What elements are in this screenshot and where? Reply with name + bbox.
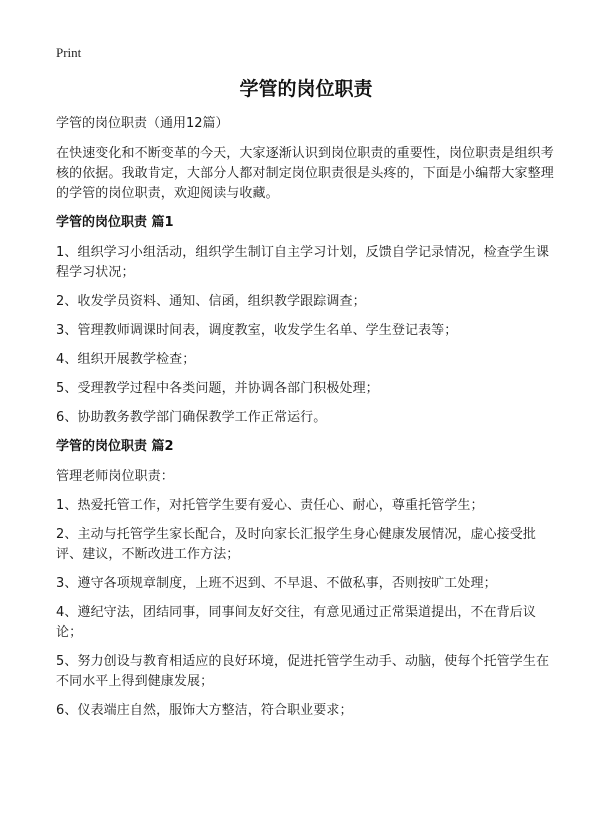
list-item: 2、收发学员资料、通知、信函，组织教学跟踪调查； [56,294,366,309]
section-heading: 学管的岗位职责 篇1 [56,215,174,230]
intro-paragraph: 在快速变化和不断变革的今天，大家逐渐认识到岗位职责的重要性，岗位职责是组织考核的依据。我敢肯定，大部分人都对制定岗位职责很是头疼的，下面是小编帮大家整理的学管的岗位职责，欢迎阅读与收藏。 [56,146,554,201]
list-item: 6、仪表端庄自然，服饰大方整洁，符合职业要求； [56,703,353,718]
list-item: 6、协助教务教学部门确保教学工作正常运行。 [56,410,327,425]
list-item: 5、受理教学过程中各类问题，并协调各部门积极处理； [56,381,379,396]
list-item: 4、组织开展教学检查； [56,352,196,367]
list-item: 1、组织学习小组活动，组织学生制订自主学习计划，反馈自学记录情况，检查学生课程学习状况； [56,245,550,280]
print-label: Print [56,45,82,60]
section-1 [56,213,556,428]
list-item: 4、遵纪守法，团结同事，同事间友好交往，有意见通过正常渠道提出，不在背后议论； [56,605,536,640]
list-item: 2、主动与托管学生家长配合，及时向家长汇报学生身心健康发展情况，虚心接受批评、建议，不断改进工作方法； [56,527,536,562]
list-item: 3、遵守各项规章制度，上班不迟到、不早退、不做私事，否则按旷工处理； [56,576,497,591]
document-subtitle: 学管的岗位职责（通用12篇） [56,116,229,131]
page-title: 学管的岗位职责 [239,78,373,100]
section-2 [56,437,556,721]
list-item: 3、管理教师调课时间表，调度教室，收发学生名单、学生登记表等； [56,323,458,338]
list-item: 5、努力创设与教育相适应的良好环境，促进托管学生动手、动脑，使每个托管学生在不同水平上得到健康发展； [56,654,550,689]
section-heading: 学管的岗位职责 篇2 [56,439,174,454]
list-item: 1、热爱托管工作，对托管学生要有爱心、责任心、耐心，尊重托管学生； [56,498,484,513]
section-lead: 管理老师岗位职责： [56,469,174,484]
